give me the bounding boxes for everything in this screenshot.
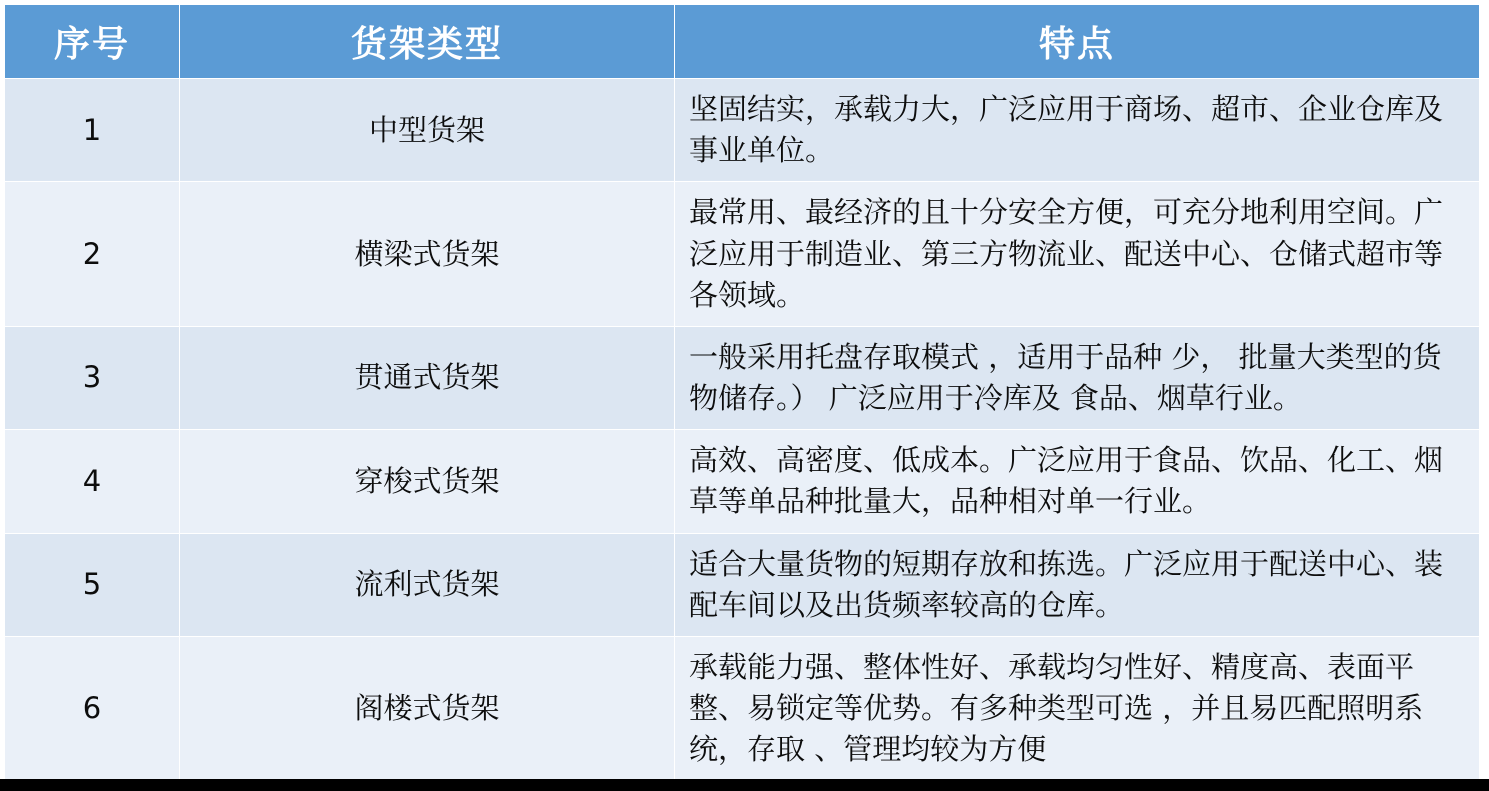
cell-shelf-type: 贯通式货架 xyxy=(180,326,675,429)
cell-index: 4 xyxy=(5,430,180,533)
cell-index: 6 xyxy=(5,636,180,781)
cell-index: 2 xyxy=(5,182,180,327)
left-margin xyxy=(0,4,4,779)
document-page xyxy=(0,4,1489,791)
cell-index: 5 xyxy=(5,533,180,636)
cell-index: 3 xyxy=(5,326,180,429)
shelf-type-table xyxy=(4,4,1480,781)
cell-shelf-type: 穿梭式货架 xyxy=(180,430,675,533)
table-header xyxy=(5,5,1480,79)
bottom-black-bar xyxy=(0,779,1489,791)
cell-index: 1 xyxy=(5,79,180,182)
table-row xyxy=(5,79,1480,182)
cell-feature: 承载能力强、整体性好、承载均匀性好、精度高、表面平整、易锁定等优势。有多种类型可选 ，并且易匹配照明系统，存取 、管理均较为方便 xyxy=(675,636,1480,781)
column-header-type: 货架类型 xyxy=(180,5,675,79)
table-row xyxy=(5,636,1480,781)
table-row xyxy=(5,326,1480,429)
table-row xyxy=(5,430,1480,533)
cell-feature: 坚固结实，承载力大，广泛应用于商场、超市、企业仓库及事业单位。 xyxy=(675,79,1480,182)
cell-shelf-type: 流利式货架 xyxy=(180,533,675,636)
cell-feature: 一般采用托盘存取模式 ，适用于品种 少， 批量大类型的货物储存。） 广泛应用于冷库及 食品、烟草行业。 xyxy=(675,326,1480,429)
column-header-index: 序号 xyxy=(5,5,180,79)
table-body xyxy=(5,79,1480,781)
cell-feature: 最常用、最经济的且十分安全方便，可充分地利用空间。广泛应用于制造业、第三方物流业、配送中心、仓储式超市等各领域。 xyxy=(675,182,1480,327)
cell-shelf-type: 横梁式货架 xyxy=(180,182,675,327)
table-row xyxy=(5,533,1480,636)
column-header-feature: 特点 xyxy=(675,5,1480,79)
cell-shelf-type: 阁楼式货架 xyxy=(180,636,675,781)
cell-feature: 适合大量货物的短期存放和拣选。广泛应用于配送中心、装配车间以及出货频率较高的仓库。 xyxy=(675,533,1480,636)
cell-feature: 高效、高密度、低成本。广泛应用于食品、饮品、化工、烟草等单品种批量大，品种相对单一行业。 xyxy=(675,430,1480,533)
cell-shelf-type: 中型货架 xyxy=(180,79,675,182)
table-row xyxy=(5,182,1480,327)
header-row xyxy=(5,5,1480,79)
